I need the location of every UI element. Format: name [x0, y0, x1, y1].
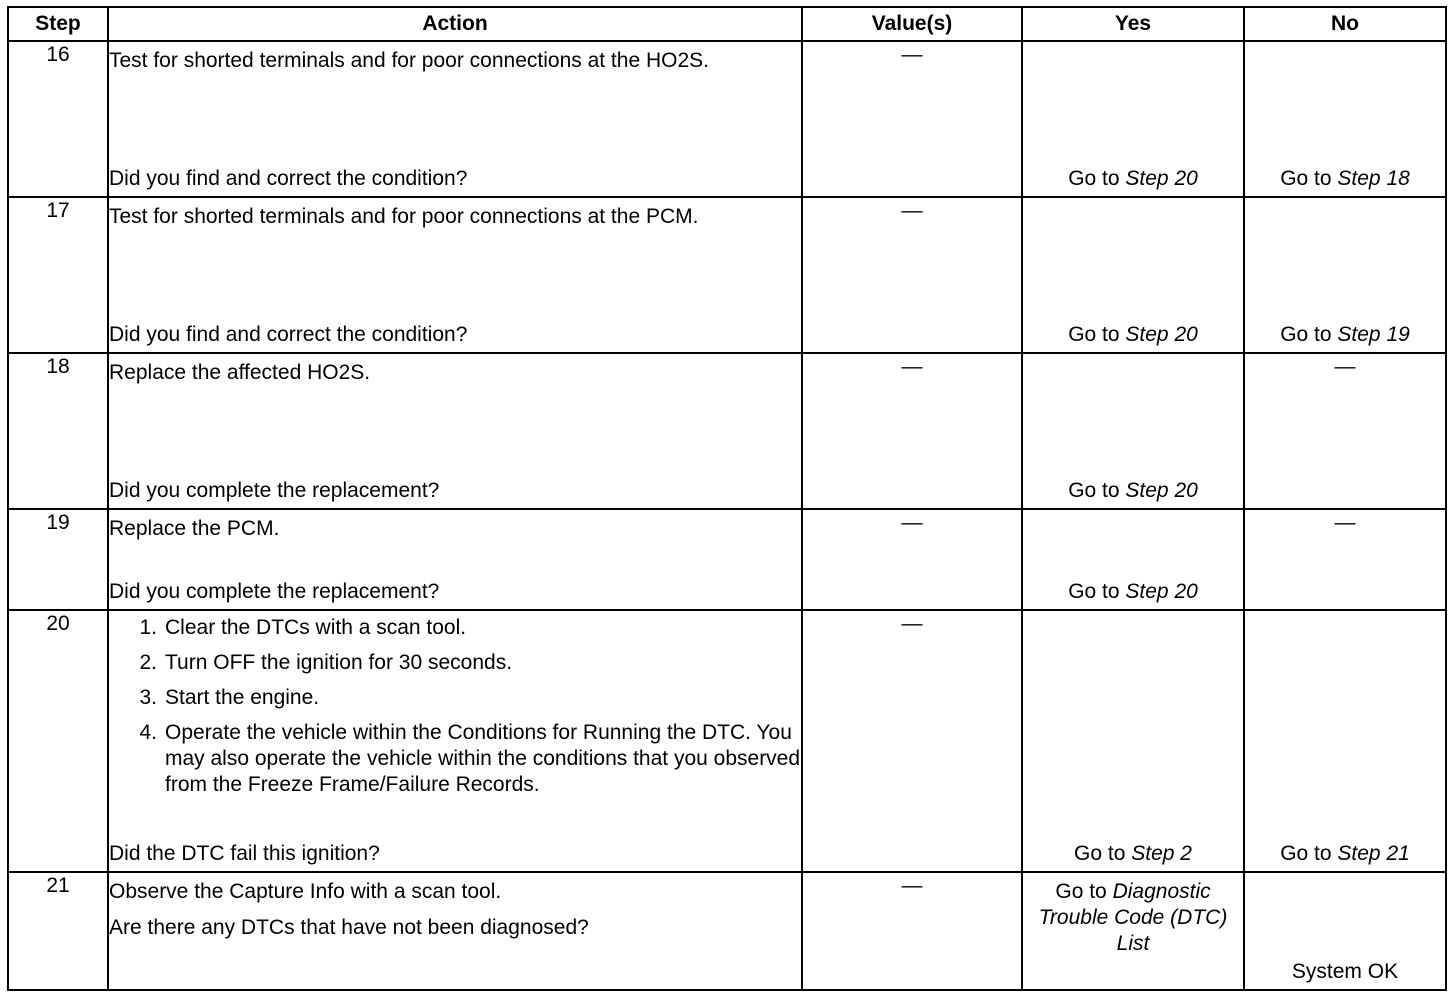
yes-cell [1022, 509, 1244, 610]
header-yes: Yes [1022, 7, 1244, 41]
yes-prefix: Go to [1068, 167, 1120, 190]
list-item: 3. Start the engine. [139, 686, 320, 709]
value-dash: — [901, 874, 923, 897]
table-row-step-16 [8, 41, 1446, 197]
yes-target: Step 20 [1125, 580, 1198, 603]
header-no: No [1244, 7, 1446, 41]
yes-cell [1022, 610, 1244, 872]
table-row-step-19 [8, 509, 1446, 610]
value-dash: — [901, 355, 923, 378]
header-row [8, 7, 1446, 41]
yes-link[interactable] [1068, 579, 1198, 607]
yes-prefix: Go to [1068, 323, 1120, 346]
yes-target: Step 20 [1125, 479, 1198, 502]
no-target: Step 21 [1337, 842, 1410, 865]
header-values: Value(s) [802, 7, 1022, 41]
action-cell [108, 872, 802, 990]
yes-target: Step 20 [1125, 323, 1198, 346]
step-number: 18 [8, 353, 108, 509]
no-cell [1244, 872, 1446, 990]
header-action: Action [108, 7, 802, 41]
value-cell [802, 610, 1022, 872]
no-cell [1244, 509, 1446, 610]
yes-cell [1022, 197, 1244, 353]
no-prefix: Go to [1280, 323, 1332, 346]
action-question: Did you find and correct the condition? [109, 323, 468, 346]
action-text: Replace the PCM. [109, 517, 280, 540]
action-question: Did you complete the replacement? [109, 479, 440, 502]
yes-link[interactable] [1068, 166, 1198, 194]
action-cell [108, 197, 802, 353]
no-cell [1244, 610, 1446, 872]
header-step: Step [8, 7, 108, 41]
action-cell [108, 509, 802, 610]
action-steps-list [109, 615, 801, 798]
yes-cell [1022, 353, 1244, 509]
step-number: 16 [8, 41, 108, 197]
no-target: Step 18 [1337, 167, 1410, 190]
yes-prefix: Go to [1068, 580, 1120, 603]
value-dash: — [901, 43, 923, 66]
yes-cell [1022, 41, 1244, 197]
action-text: Test for shorted terminals and for poor connections at the HO2S. [109, 49, 709, 72]
yes-prefix: Go to [1074, 842, 1126, 865]
action-cell [108, 353, 802, 509]
value-cell [802, 353, 1022, 509]
step-number: 20 [8, 610, 108, 872]
list-item: 4. Operate the vehicle within the Conditions for Running the DTC. You may also operate the vehicle within the conditions that you observed from the Freeze Frame/Failure Records. [139, 721, 801, 796]
no-dash: — [1334, 511, 1356, 534]
diagnostic-table [7, 6, 1447, 991]
no-prefix: Go to [1280, 167, 1332, 190]
yes-target: Diagnostic Trouble Code (DTC) List [1038, 880, 1228, 955]
table-row-step-21 [8, 872, 1446, 990]
no-dash: — [1334, 355, 1356, 378]
yes-cell [1022, 872, 1244, 990]
action-text: Replace the affected HO2S. [109, 361, 371, 384]
no-prefix: Go to [1280, 842, 1332, 865]
step-number: 17 [8, 197, 108, 353]
yes-prefix: Go to [1055, 880, 1107, 903]
step-number: 21 [8, 872, 108, 990]
no-link[interactable] [1280, 166, 1410, 194]
value-cell [802, 197, 1022, 353]
value-dash: — [901, 511, 923, 534]
table-row-step-18 [8, 353, 1446, 509]
table-row-step-20 [8, 610, 1446, 872]
no-cell [1244, 41, 1446, 197]
no-result: System OK [1291, 960, 1399, 983]
value-dash: — [901, 199, 923, 222]
action-text: Observe the Capture Info with a scan tool. [109, 880, 502, 903]
no-cell [1244, 197, 1446, 353]
list-item: 1. Clear the DTCs with a scan tool. [139, 616, 467, 639]
yes-prefix: Go to [1068, 479, 1120, 502]
action-question: Are there any DTCs that have not been diagnosed? [109, 916, 589, 939]
list-item: 2. Turn OFF the ignition for 30 seconds. [139, 651, 513, 674]
table-row-step-17 [8, 197, 1446, 353]
action-text: Test for shorted terminals and for poor connections at the PCM. [109, 205, 699, 228]
no-target: Step 19 [1337, 323, 1410, 346]
yes-link[interactable] [1068, 322, 1198, 350]
action-question: Did you find and correct the condition? [109, 167, 468, 190]
yes-link[interactable] [1068, 478, 1198, 506]
no-link[interactable] [1280, 322, 1410, 350]
value-cell [802, 41, 1022, 197]
no-link[interactable] [1280, 841, 1410, 869]
action-question: Did the DTC fail this ignition? [109, 842, 380, 865]
yes-link[interactable] [1023, 873, 1243, 957]
value-cell [802, 509, 1022, 610]
action-question: Did you complete the replacement? [109, 580, 440, 603]
yes-link[interactable] [1074, 841, 1192, 869]
value-dash: — [901, 612, 923, 635]
value-cell [802, 872, 1022, 990]
action-cell [108, 610, 802, 872]
step-number: 19 [8, 509, 108, 610]
yes-target: Step 20 [1125, 167, 1198, 190]
action-cell [108, 41, 802, 197]
yes-target: Step 2 [1131, 842, 1192, 865]
no-cell [1244, 353, 1446, 509]
